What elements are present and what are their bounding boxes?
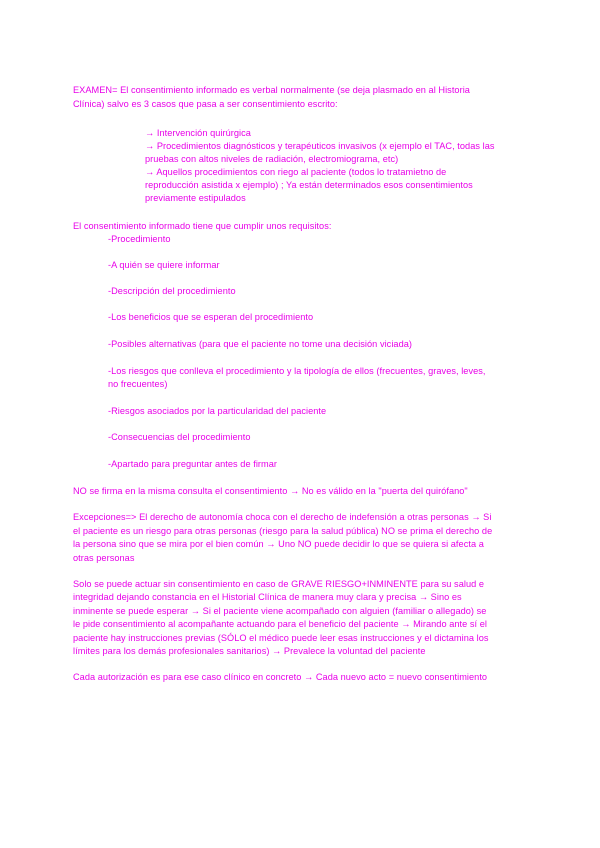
authorization-note: Cada autorización es para ese caso clínico en concreto → Cada nuevo acto = nuevo consentimiento <box>73 672 488 682</box>
case-invasive-line-2: pruebas con altos niveles de radiación, electromiograma, etc) <box>145 154 399 164</box>
case-surgery: → Intervención quirúrgica <box>145 128 251 138</box>
exceptions-line-1: Excepciones=> El derecho de autonomía choca con el derecho de indefensión a otras personas → Si <box>73 512 492 522</box>
requirement-alternatives: -Posibles alternativas (para que el paciente no tome una decisión viciada) <box>108 339 412 349</box>
case-risk-line-3: previamente estipulados <box>145 193 246 203</box>
intro-line-1: EXAMEN= El consentimiento informado es verbal normalmente (se deja plasmado en al Historia <box>73 85 470 95</box>
intro-line-2: Clínica) salvo es 3 casos que pasa a ser consentimiento escrito: <box>73 99 338 109</box>
no-consent-line-4: le pide consentimiento al acompañante actuando para el beneficio del paciente → Mirando ante sí el <box>73 619 488 629</box>
requirements-intro: El consentimiento informado tiene que cumplir unos requisitos: <box>73 221 332 231</box>
requirement-description: -Descripción del procedimiento <box>108 286 236 296</box>
requirement-risks-line-1: -Los riesgos que conlleva el procedimiento y la tipología de ellos (frecuentes, graves, leves, <box>108 366 486 376</box>
no-signature-note: NO se firma en la misma consulta el consentimiento → No es válido en la "puerta del quirófano" <box>73 486 468 496</box>
requirement-recipient: -A quién se quiere informar <box>108 260 220 270</box>
requirement-consequences: -Consecuencias del procedimiento <box>108 432 251 442</box>
case-risk-line-2: reproducción asistida x ejemplo) ; Ya están determinados esos consentimientos <box>145 180 473 190</box>
requirement-benefits: -Los beneficios que se esperan del procedimiento <box>108 312 314 322</box>
requirement-risks-line-2: no frecuentes) <box>108 379 168 389</box>
exceptions-line-4: otras personas <box>73 553 135 563</box>
no-consent-line-5: paciente hay instrucciones previas (SÓLO el médico puede leer esas instrucciones y el dictamina los <box>73 633 489 643</box>
exceptions-line-2: el paciente es un riesgo para otras personas (riesgo para la salud pública) NO se prima el derecho de <box>73 526 493 536</box>
no-consent-line-1: Solo se puede actuar sin consentimiento en caso de GRAVE RIESGO+INMINENTE para su salud e <box>73 579 485 589</box>
requirement-patient-risks: -Riesgos asociados por la particularidad del paciente <box>108 406 327 416</box>
requirement-procedure: -Procedimiento <box>108 234 171 244</box>
case-invasive-line-1: → Procedimientos diagnósticos y terapéuticos invasivos (x ejemplo el TAC, todas las <box>145 141 495 151</box>
no-consent-line-3: inminente se puede esperar → Si el paciente viene acompañado con alguien (familiar o allegado) se <box>73 606 487 616</box>
requirement-questions: -Apartado para preguntar antes de firmar <box>108 459 277 469</box>
no-consent-line-2: integridad dejando constancia en el Historial Clínica de manera muy clara y precisa → Sino es <box>73 592 462 602</box>
no-consent-line-6: límites para los demás profesionales sanitarios) → Prevalece la voluntad del paciente <box>73 646 426 656</box>
exceptions-line-3: la persona sino que se mira por el bien común → Uno NO puede decidir lo que se quiera si afecta a <box>73 539 484 549</box>
case-risk-line-1: → Aquellos procedimientos con riego al paciente (todos lo tratamietno de <box>145 167 447 177</box>
